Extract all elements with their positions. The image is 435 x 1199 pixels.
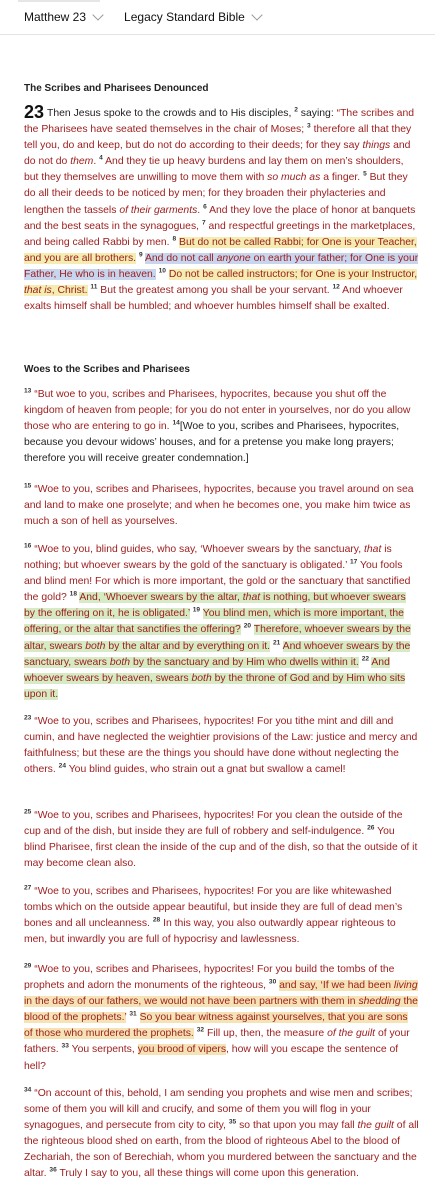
verse-text[interactable]: of your fathers. (24, 1028, 410, 1056)
chevron-down-icon (92, 9, 103, 20)
verse-number[interactable]: 30 (268, 978, 277, 986)
verse-number[interactable]: 3 (307, 122, 311, 130)
verse-text: shedding (358, 996, 401, 1008)
verse-text: And whoever swears by heaven, swears (24, 656, 390, 684)
verse-text: that (242, 592, 261, 604)
verse-paragraph (24, 387, 419, 467)
verse-text[interactable]: And they tie up heavy burdens and lay them on men’s shoulders, but they themselves are unwilling to move them with (24, 156, 404, 184)
verse-text[interactable]: and do not do (24, 140, 411, 168)
verse-text[interactable]: is nothing; but whoever swears by the gold of the sanctuary is obligated.’ (24, 544, 392, 572)
verse-paragraph (24, 104, 419, 315)
verse-text[interactable]: saying: (300, 108, 334, 119)
verse-text[interactable]: of the guilt (327, 1028, 376, 1040)
verse-number[interactable]: 24 (58, 762, 66, 770)
verse-text: by the sanctuary and by Him who dwells within it. (132, 656, 359, 668)
verse-text[interactable]: , how will you escape the sentence of hell? (24, 1044, 399, 1072)
highlighted-verse-text[interactable]: you brood of vipers (137, 1044, 227, 1056)
verse-text: on earth your father; for One is your Father, He who is in heaven. (24, 252, 419, 280)
verse-text[interactable]: things (362, 140, 391, 152)
verse-number[interactable]: 19 (192, 606, 201, 614)
verse-number[interactable]: 7 (201, 219, 206, 227)
verse-text: Therefore, whoever swears by the altar, swears (24, 624, 411, 652)
verse-number[interactable]: 34 (24, 1086, 32, 1094)
verse-number[interactable]: 4 (99, 154, 103, 162)
verse-number[interactable]: 16 (24, 542, 32, 550)
verse-text[interactable]: “Woe to you, scribes and Pharisees, hypocrites! For you build the tombs of the prophets and adorn the monuments of the righteous, (24, 964, 395, 992)
verse-paragraph (24, 808, 419, 872)
verse-number[interactable]: 22 (361, 655, 370, 663)
active-tab-indicator (18, 0, 100, 2)
verse-text[interactable]: “Woe to you, scribes and Pharisees, hypocrites! For you are like whitewashed tombs which on the outside appear beautiful, but inside they are full of dead men’s bones and all uncleanness. (24, 886, 403, 930)
verse-text[interactable]: “Woe to you, blind guides, who say, ‘Whoever swears by the sanctuary, (34, 544, 362, 555)
verse-number[interactable]: 17 (349, 558, 358, 566)
verse-text[interactable]: But the greatest among you shall be your servant. (100, 285, 330, 297)
verse-paragraph (24, 542, 419, 703)
verse-text[interactable]: In this way, you also outwardly appear righteous to men, but inwardly you are full of hypocrisy and lawlessness. (24, 918, 396, 946)
verse-number[interactable]: 32 (196, 1026, 205, 1034)
verse-text[interactable]: Truly I say to you, all these things will come upon this generation. (59, 1168, 359, 1180)
verse-text[interactable]: “The scribes and the Pharisees have seated themselves in the chair of Moses; (24, 108, 415, 136)
verse-text[interactable]: Fill up, then, the measure (206, 1028, 325, 1040)
highlighted-verse-text[interactable]: But do not be called Rabbi; for One is your Teacher, and you are all brothers. (24, 236, 417, 264)
verse-number[interactable]: 10 (158, 267, 166, 275)
verse-number[interactable]: 6 (203, 203, 207, 211)
verse-text: both (85, 640, 106, 652)
verse-text: is nothing, but whoever swears by the offering on it, he is obligated.’ (24, 592, 406, 620)
verse-number[interactable]: 27 (24, 884, 32, 892)
verse-text: by the throne of God and by Him who sits upon it. (24, 672, 406, 700)
verse-text[interactable]: “Woe to you, scribes and Pharisees, hypocrites! For you clean the outside of the cup and of the dish, but inside they are full of robbery and self-indulgence. (24, 810, 403, 838)
verse-text: living (393, 980, 418, 992)
verse-paragraph (24, 714, 419, 778)
verse-text[interactable]: a finger. (323, 172, 361, 184)
verse-text[interactable]: . (197, 204, 201, 216)
verse-number[interactable]: 2 (294, 106, 298, 114)
verse-text: in the days of our fathers, we would not have been partners with them in (24, 996, 356, 1008)
verse-text: the blood of the prophets.’ (24, 996, 418, 1024)
verse-number[interactable]: 33 (61, 1043, 69, 1050)
verse-text[interactable]: therefore all that they tell you, do and keep, but do not do according to their deeds; for they say (24, 124, 412, 152)
verse-text[interactable]: But they do all their deeds to be noticed by men; for they broaden their phylacteries and lengthen the tassels (24, 172, 408, 216)
book-selector[interactable] (24, 10, 102, 24)
verse-paragraph (24, 962, 419, 1075)
verse-number[interactable]: 26 (367, 824, 375, 832)
version-selector-label: Legacy Standard Bible (124, 10, 245, 24)
verse-number[interactable]: 36 (49, 1167, 57, 1174)
chevron-down-icon (251, 9, 262, 20)
verse-number[interactable]: 13 (24, 387, 32, 395)
highlighted-verse-text[interactable]: So you bear witness against yourselves, that you are sons of those who murdered the prophets. (24, 1012, 408, 1040)
version-selector[interactable] (124, 10, 261, 24)
verse-text[interactable]: of their garments (119, 204, 198, 216)
verse-number[interactable]: 14 (172, 419, 180, 427)
verse-number[interactable]: 20 (243, 623, 252, 630)
verse-number[interactable]: 31 (129, 1010, 137, 1018)
verse-number[interactable]: 23 (24, 714, 32, 722)
verse-text[interactable]: You serpents, (71, 1044, 135, 1056)
verse-text: Do not be called instructors; for One is your Instructor, (168, 268, 418, 280)
verse-text[interactable]: of all the righteous blood shed on earth, from the blood of righteous Abel to the blood of Zechariah, the son of Berechiah, whom you murdered between the sanctuary and the altar. (24, 1120, 419, 1180)
verse-paragraph (24, 884, 419, 948)
verse-text[interactable]: Then Jesus spoke to the crowds and to His disciples, (47, 108, 292, 119)
verse-number[interactable]: 25 (24, 808, 32, 816)
verse-number[interactable]: 5 (363, 170, 367, 178)
verse-text: both (109, 656, 131, 668)
verse-text[interactable]: “Woe to you, scribes and Pharisees, hypocrites, because you travel around on sea and land to make one proselyte; and when he becomes one, you make him twice as much a son of hell as yourselves. (24, 484, 414, 528)
verse-text[interactable]: You blind guides, who strain out a gnat but swallow a camel! (68, 764, 346, 776)
top-bar (0, 0, 435, 35)
verse-number[interactable]: 28 (152, 916, 161, 924)
verse-number[interactable]: 8 (172, 235, 177, 243)
verse-number[interactable]: 18 (69, 590, 77, 598)
verse-text[interactable]: them (70, 156, 94, 168)
verse-text[interactable]: And whoever exalts himself shall be humbled; and whoever humbles himself shall be exalted. (24, 285, 403, 313)
verse-text[interactable]: that (364, 544, 382, 555)
verse-text[interactable]: “On account of this, behold, I am sending you prophets and wise men and scribes; some of them you will kill and crucify, and some of them you will flog in your synagogues, and persecute from city to city, (24, 1088, 413, 1132)
verse-text: anyone (216, 252, 251, 264)
verse-text[interactable]: And they love the place of honor at banquets and the best seats in the synagogues, (24, 204, 416, 232)
chapter-number: 23 (24, 102, 45, 122)
verse-text[interactable]: “But woe to you, scribes and Pharisees, hypocrites, because you shut off the kingdom of heaven from people; for you do not enter in yourselves, nor do you allow those who are entering to go in. (24, 389, 411, 433)
verse-text[interactable]: You blind Pharisee, first clean the inside of the cup and of the dish, so that the outside of it may become clean also. (24, 826, 418, 870)
verse-number[interactable]: 9 (138, 251, 143, 259)
verse-number[interactable]: 21 (272, 639, 281, 647)
verse-text[interactable]: so much as (267, 172, 321, 184)
section-heading: Woes to the Scribes and Pharisees (24, 364, 190, 375)
verse-text: both (191, 672, 212, 684)
section-heading: The Scribes and Pharisees Denounced (24, 83, 209, 94)
verse-text: And do not call (144, 252, 214, 264)
verse-text[interactable]: [Woe to you, scribes and Pharisees, hypocrites, because you devour widows’ houses, and for a pretense you make long prayers; therefore you will receive greater condemnation.] (24, 421, 400, 465)
verse-text: And, ‘Whoever swears by the altar, (79, 592, 240, 604)
verse-text[interactable]: the guilt (357, 1120, 394, 1132)
verse-number[interactable]: 12 (332, 283, 340, 291)
verse-number[interactable]: 35 (228, 1118, 237, 1126)
verse-text[interactable]: and respectful greetings in the marketplaces, and being called Rabbi by men. (24, 220, 416, 248)
book-selector-label: Matthew 23 (24, 10, 87, 24)
verse-text: that is (24, 285, 52, 297)
verse-number[interactable]: 15 (24, 482, 32, 490)
verse-paragraph (24, 482, 419, 530)
verse-text: , Christ. (51, 285, 88, 297)
verse-text: by the altar and by everything on it. (108, 640, 271, 652)
verse-number[interactable]: 29 (24, 962, 32, 970)
verse-number[interactable]: 11 (90, 283, 98, 291)
verse-text: and say, ‘If we had been (279, 980, 392, 992)
verse-text[interactable]: “Woe to you, scribes and Pharisees, hypocrites! For you tithe mint and dill and cumin, and have neglected the weightier provisions of the Law: justice and mercy and faithfulness; but these are the things you should have done without neglecting the others. (24, 716, 418, 776)
verse-text[interactable]: You fools and blind men! For which is more important, the gold or the sanctuary that sanctified the gold? (24, 560, 411, 604)
verse-text[interactable]: so that upon you may fall (239, 1120, 355, 1132)
verse-text[interactable]: . (93, 156, 97, 168)
verse-text: And whoever swears by the sanctuary, swears (24, 640, 411, 668)
highlighted-verse-text[interactable]: You blind men, which is more important, the offering, or the altar that sanctifies the offering? (24, 608, 404, 636)
verse-paragraph (24, 1086, 419, 1183)
